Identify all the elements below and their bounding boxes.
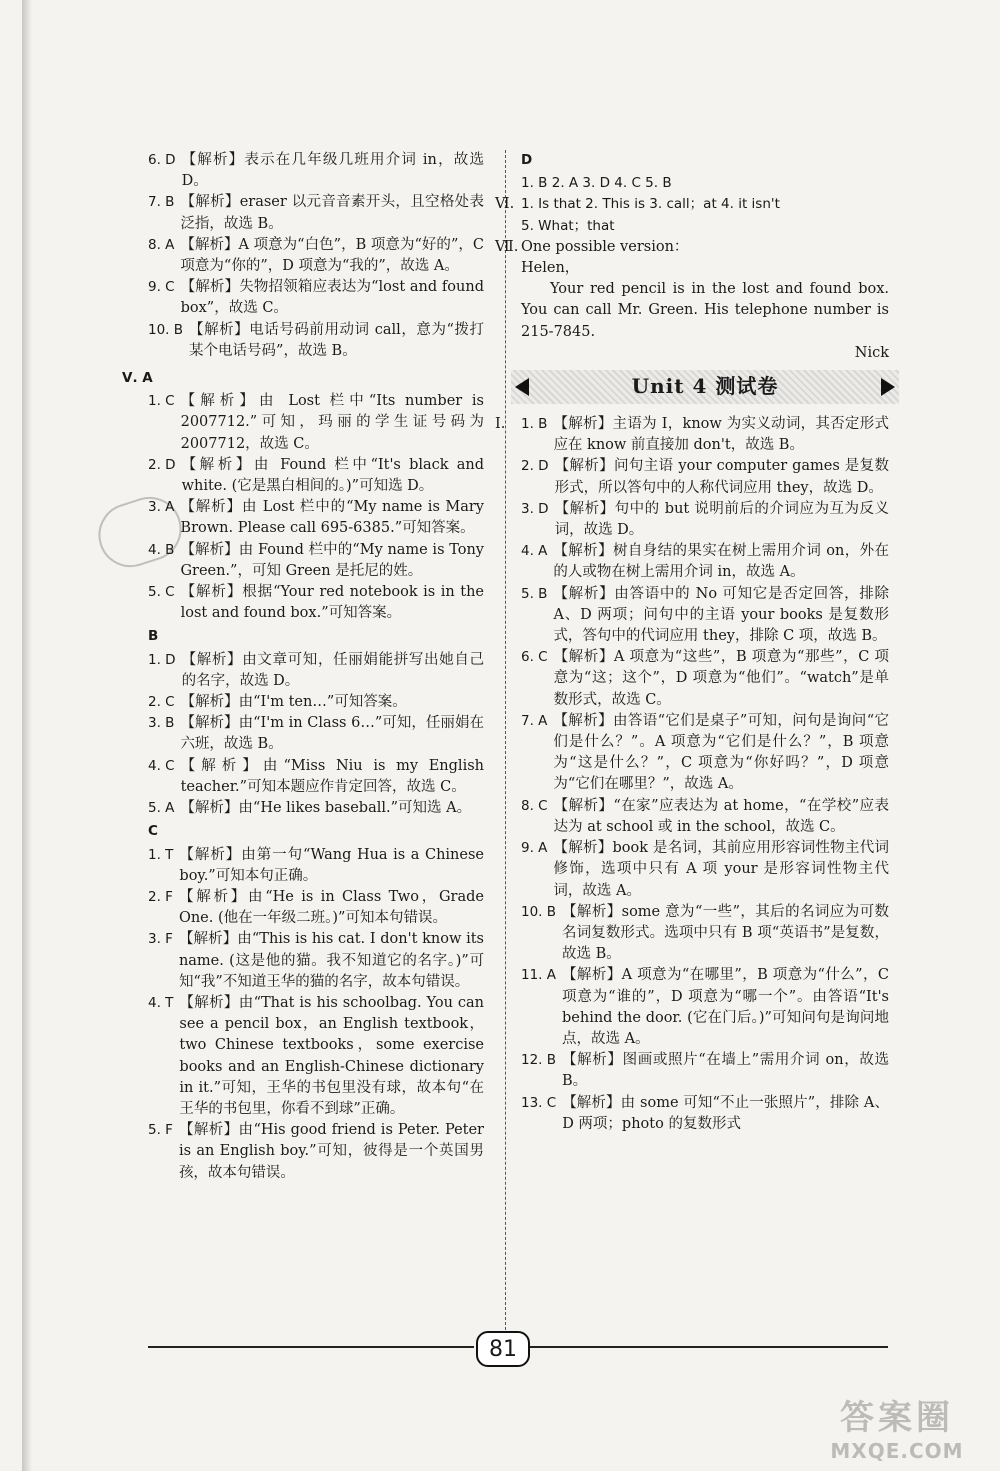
answer-item: [148, 713, 484, 755]
answer-item: [521, 796, 889, 838]
d-answers: 1. B 2. A 3. D 4. C 5. B: [521, 175, 672, 192]
answer-number: 10. B: [148, 321, 184, 338]
answer-item: [148, 540, 484, 582]
page-number: 81: [476, 1331, 530, 1367]
answer-item: [148, 277, 484, 319]
letter-greeting: Helen，: [521, 260, 580, 277]
section-vi-line2: 5. What；that: [521, 217, 615, 234]
section-v-heading: [122, 366, 484, 391]
answer-item: [521, 902, 889, 966]
answer-explanation: 【解析】由 Found 栏中“It's black and white. (它是黑白相间的。)”可知选 D。: [181, 456, 484, 495]
letter: [521, 258, 889, 364]
unit-title: Unit 4 测试卷: [631, 374, 779, 399]
watermark-logo: 答案圈: [840, 1398, 954, 1438]
answer-explanation: 【解析】由“He is in Class Two，Grade One. (他在一年级二班。)”可知本句错误。: [178, 888, 484, 927]
section-c-heading: C: [148, 823, 158, 840]
answer-explanation: 【解析】图画或照片“在墙上”需用介词 on，故选 B。: [562, 1052, 889, 1090]
answer-number: 9. C: [148, 279, 175, 296]
answer-explanation: 【解析】由答语中的 No 可知它是否定回答，排除 A、D 两项；问句中的主语 your books 是复数形式，答句中的代词应用 they，排除 C 项，故选 B。: [553, 585, 889, 645]
answer-explanation: 【解析】由“This is his cat. I don't know its name. (这是他的猫。我不知道它的名字。)”可知“我”不知道王华的猫的名字，故本句错误。: [178, 931, 484, 990]
answer-number: 3. D: [521, 500, 549, 517]
section-v-a-items: [148, 391, 484, 624]
section-vi-label: Ⅵ.: [495, 196, 515, 213]
answer-number: 4. A: [521, 543, 548, 560]
answer-number: 2. D: [148, 456, 176, 473]
answer-item: [521, 499, 889, 541]
answer-item: [148, 887, 484, 929]
section-vi-line1: 1. Is that 2. This is 3. call；at 4. it isn't: [521, 196, 780, 213]
answer-number: 1. C: [148, 393, 175, 410]
answer-explanation: 【解析】失物招领箱应表达为“lost and found box”，故选 C。: [180, 279, 484, 317]
answer-number: 11. A: [521, 967, 556, 984]
answer-explanation: 【解析】问句主语 your computer games 是复数形式，所以答句中的人称代词应用 they，故选 D。: [554, 458, 889, 496]
answer-explanation: 【解析】根据“Your red notebook is in the lost and found box.”可知答案。: [180, 584, 484, 622]
answer-number: 4. B: [148, 541, 175, 558]
answer-item: [521, 414, 889, 456]
answer-item: [148, 192, 484, 234]
answer-explanation: 【解析】句中的 but 说明前后的介词应为互为反义词，故选 D。: [554, 500, 889, 539]
answer-number: 4. C: [148, 757, 175, 774]
answer-number: 2. C: [148, 694, 175, 711]
answer-item: [148, 320, 484, 362]
section-iv-items: [148, 150, 484, 362]
answer-explanation: 【解析】由“I'm in Class 6…”可知，任丽娟在六班，故选 B。: [180, 715, 484, 753]
left-column: [122, 150, 484, 1184]
answer-explanation: 【解析】表示在几年级几班用介词 in，故选 D。: [181, 152, 484, 190]
answer-number: 5. C: [148, 584, 175, 601]
unit-banner: [511, 370, 899, 404]
answer-number: 2. F: [148, 888, 173, 905]
section-v-b-items: [148, 650, 484, 820]
answer-explanation: 【解析】eraser 以元音音素开头，且空格处表泛指，故选 B。: [180, 194, 484, 232]
letter-signature: Nick: [854, 344, 889, 361]
answer-number: 8. A: [148, 236, 175, 253]
watermark: [812, 1390, 982, 1463]
answer-number: 6. C: [521, 649, 548, 666]
section-i-items: [521, 414, 889, 1135]
answer-item: [148, 150, 484, 192]
answer-item: [148, 650, 484, 692]
answer-item: [521, 711, 889, 796]
answer-explanation: 【解析】A 项意为“在哪里”，B 项意为“什么”，C 项意为“谁的”，D 项意为“哪一个”。由答语“It's behind the door. (它在门后。)”可知问句是询问地点，故选 A。: [562, 967, 889, 1047]
answer-explanation: 【解析】由“I'm ten…”可知答案。: [180, 694, 407, 711]
answer-item: [148, 1120, 484, 1184]
answer-number: 3. F: [148, 931, 173, 948]
letter-body: Your red pencil is in the lost and found box. You can call Mr. Green. His telephone number is 215-7845.: [521, 281, 889, 340]
answer-explanation: 【解析】电话号码前用动词 call，意为“拨打某个电话号码”，故选 B。: [189, 321, 484, 359]
answer-item: [148, 993, 484, 1120]
answer-explanation: 【解析】由“His good friend is Peter. Peter is an English boy.”可知，彼得是一个英国男孩，故本句错误。: [178, 1122, 484, 1181]
answer-explanation: 【解析】A 项意为“这些”，B 项意为“那些”，C 项意为“这；这个”，D 项意为“他们”。“watch”是单数形式，故选 C。: [553, 649, 889, 708]
answer-number: 12. B: [521, 1052, 557, 1069]
answer-number: 13. C: [521, 1094, 557, 1111]
answer-explanation: 【解析】由 some 可知“不止一张照片”，排除 A、D 两项；photo 的复数形式: [562, 1094, 889, 1132]
right-column: [495, 150, 889, 1135]
answer-number: 5. B: [521, 585, 548, 602]
section-v-c-items: [148, 845, 484, 1184]
answer-explanation: 【解析】A 项意为“白色”，B 项意为“好的”，C 项意为“你的”，D 项意为“我的”，故选 A。: [180, 236, 484, 275]
answer-number: 7. B: [148, 194, 175, 211]
answer-explanation: 【解析】由答语“它们是桌子”可知，问句是询问“它们是什么？”。A 项意为“它们是什么？”，B 项意为“这是什么？”，C 项意为“你好吗？”，D 项意为“它们在哪里？”，故选 A。: [553, 712, 889, 793]
answer-item: [148, 692, 484, 713]
section-i-label: Ⅰ.: [495, 416, 506, 433]
section-vii-label: Ⅶ.: [495, 238, 519, 255]
answer-item: [521, 838, 889, 902]
answer-number: 2. D: [521, 458, 549, 475]
answer-item: [148, 582, 484, 624]
section-i: [495, 414, 889, 1135]
answer-number: 6. D: [148, 152, 176, 168]
answer-explanation: 【解析】由第一句“Wang Hua is a Chinese boy.”可知本句正确。: [179, 846, 484, 884]
answer-item: [521, 647, 889, 711]
answer-explanation: 【解析】book 是名词，其前应用形容词性物主代词修饰，选项中只有 A 项 your 是形容词性物主代词，故选 A。: [553, 840, 889, 899]
binding-shadow: [22, 0, 32, 1471]
answer-item: [521, 541, 889, 583]
answer-explanation: 【解析】由“He likes baseball.”可知选 A。: [180, 800, 472, 817]
left-arrow-icon: [515, 378, 529, 396]
section-v-label: Ⅴ. A: [122, 370, 153, 387]
answer-explanation: 【解析】由“Miss Niu is my English teacher.”可知本题应作肯定回答，故选 C。: [180, 757, 484, 795]
answer-item: [521, 1050, 889, 1092]
answer-number: 7. A: [521, 712, 548, 729]
answer-item: [521, 456, 889, 498]
answer-item: [521, 584, 889, 648]
answer-number: 5. F: [148, 1122, 173, 1139]
section-vii-intro: One possible version：: [521, 238, 689, 255]
answer-explanation: 【解析】由 Lost 栏中的“My name is Mary Brown. Please call 695-6385.”可知答案。: [180, 499, 484, 537]
section-vi: [495, 194, 889, 215]
answer-explanation: 【解析】由“That is his schoolbag. You can see a pencil box，an English textbook，two Chinese textbooks，some exercise books and an English-Chinese dictionary in it.”可知，王华的书包里没有球，故本句“在王华的书包里，你看不到球”正确。: [179, 994, 484, 1117]
answer-item: [148, 391, 484, 455]
answer-explanation: 【解析】主语为 I，know 为实义动词，其否定形式应在 know 前直接加 don't，故选 B。: [553, 416, 889, 454]
section-vii: [495, 237, 889, 258]
answer-item: [148, 929, 484, 993]
answer-number: 10. B: [521, 903, 557, 920]
answer-number: 1. B: [521, 416, 548, 433]
answer-explanation: 【解析】由文章可知，任丽娟能拼写出她自己的名字，故选 D。: [181, 651, 484, 689]
answer-item: [521, 1093, 889, 1135]
answer-number: 9. A: [521, 840, 548, 857]
answer-item: [148, 756, 484, 798]
section-d-heading: D: [521, 152, 533, 168]
answer-explanation: 【解析】由 Found 栏中的“My name is Tony Green.”，可知 Green 是托尼的姓。: [180, 541, 484, 579]
answer-number: 3. B: [148, 715, 175, 732]
answer-number: 1. T: [148, 846, 174, 863]
answer-item: [148, 798, 484, 819]
answer-item: [148, 497, 484, 539]
answer-item: [148, 235, 484, 277]
answer-explanation: 【解析】some 意为“一些”，其后的名词应为可数名词复数形式。选项中只有 B 项“英语书”是复数，故选 B。: [562, 903, 889, 963]
answer-explanation: 【解析】由 Lost 栏中“Its number is 2007712.”可知，玛丽的学生证号码为 2007712，故选 C。: [180, 393, 484, 452]
answer-number: 3. A: [148, 499, 175, 516]
answer-number: 4. T: [148, 994, 174, 1011]
answer-explanation: 【解析】“在家”应表达为 at home，“在学校”应表达为 at school 或 in the school，故选 C。: [553, 797, 889, 835]
answer-number: 8. C: [521, 797, 548, 814]
answer-number: 1. D: [148, 651, 176, 668]
answer-item: [148, 845, 484, 887]
answer-item: [521, 965, 889, 1050]
answer-item: [148, 455, 484, 497]
answer-explanation: 【解析】树自身结的果实在树上需用介词 on，外在的人或物在树上需用介词 in，故选 A。: [553, 543, 889, 581]
answer-number: 5. A: [148, 800, 175, 817]
right-arrow-icon: [881, 378, 895, 396]
watermark-url: MXQE.COM: [830, 1439, 964, 1463]
section-b-heading: B: [148, 628, 159, 645]
